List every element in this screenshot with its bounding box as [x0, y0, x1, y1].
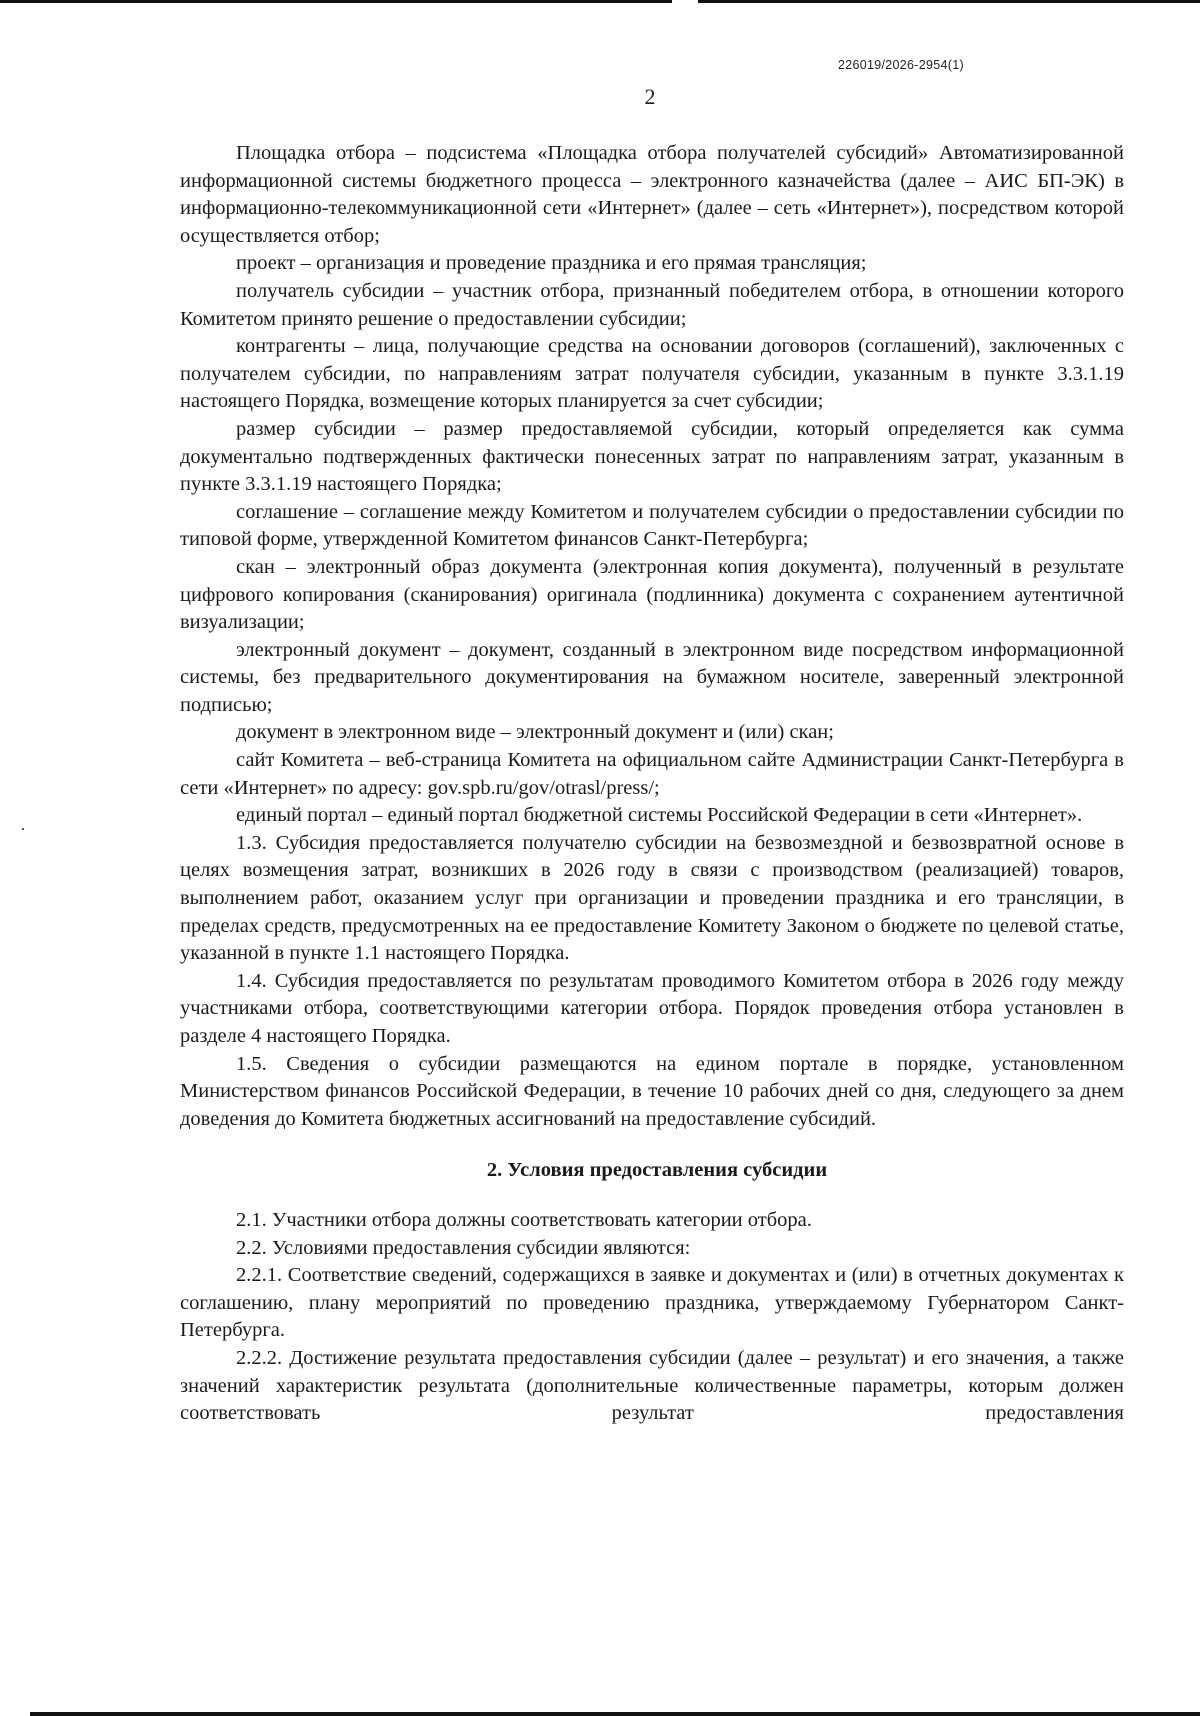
definition-paragraph: контрагенты – лица, получающие средства на основании договоров (соглашений), заключенных с получателем субсидии, по направлениям затрат получателя субсидии, указанным в пункте 3.3.1.19 настоящего Порядка, возмещение которых планируется за счет субсидии;: [180, 335, 1124, 413]
clause-paragraph: 2.1. Участники отбора должны соответствовать категории отбора.: [236, 1208, 812, 1231]
definition-paragraph: сайт Комитета – веб-страница Комитета на официальном сайте Администрации Санкт-Петербурга в сети «Интернет» по адресу: gov.spb.ru/gov/otrasl/press/;: [180, 749, 1124, 799]
scan-speck: [22, 828, 24, 830]
page-number: 2: [644, 84, 656, 109]
definition-paragraph: скан – электронный образ документа (электронная копия документа), полученный в результате цифрового копирования (сканирования) оригинала (подлинника) документа с сохранением аутентичной визуализации;: [180, 555, 1124, 634]
definition-paragraph: Площадка отбора – подсистема «Площадка отбора получателей субсидий» Автоматизированной информационной системы бюджетного процесса – электронного казначейства (далее – АИС БП-ЭК) в информационно-телекоммуникационной сети «Интернет» (далее – сеть «Интернет»), посредством которой осуществляется отбор;: [180, 142, 1124, 247]
definition-paragraph: соглашение – соглашение между Комитетом и получателем субсидии о предоставлении субсидии по типовой форме, утвержденной Комитетом финансов Санкт-Петербурга;: [180, 500, 1124, 551]
definition-paragraph: единый портал – единый портал бюджетной системы Российской Федерации в сети «Интернет».: [236, 804, 1083, 827]
definition-paragraph: документ в электронном виде – электронный документ и (или) скан;: [236, 721, 834, 744]
clause-paragraph: 1.4. Субсидия предоставляется по результатам проводимого Комитетом отбора в 2026 году между участниками отбора, соответствующими категории отбора. Порядок проведения отбора установлен в разделе 4 настоящего Порядка.: [180, 969, 1124, 1047]
scan-border-gap: [672, 0, 698, 4]
definition-paragraph: электронный документ – документ, созданный в электронном виде посредством информационной системы, без предварительного документирования на бумажном носителе, заверенный электронной подписью;: [180, 638, 1124, 716]
definition-paragraph: размер субсидии – размер предоставляемой субсидии, который определяется как сумма документально подтвержденных фактически понесенных затрат по направлениям затрат, указанным в пункте 3.3.1.19 настоящего Порядка;: [180, 417, 1124, 496]
clause-paragraph: 2.2.1. Соответствие сведений, содержащихся в заявке и документах и (или) в отчетных документах к соглашению, плану мероприятий по проведению праздника, утверждаемому Губернатором Санкт-Петербурга.: [180, 1264, 1124, 1342]
document-number: 226019/2026-2954(1): [838, 58, 964, 72]
section-title: 2. Условия предоставления субсидии: [486, 1159, 828, 1182]
scan-border-top: [0, 0, 1200, 3]
clause-paragraph: 2.2.2. Достижение результата предоставления субсидии (далее – результат) и его значения, а также значений характеристик результата (дополнительные количественные параметры, которым должен соответствовать результат предоставления: [180, 1346, 1124, 1425]
clause-paragraph: 2.2. Условиями предоставления субсидии являются:: [236, 1236, 691, 1259]
document-body: [180, 140, 1124, 1428]
scan-border-bottom: [30, 1712, 1200, 1716]
clause-paragraph: 1.5. Сведения о субсидии размещаются на едином портале в порядке, установленном Министерством финансов Российской Федерации, в течение 10 рабочих дней со дня, следующего за днем доведения до Комитета бюджетных ассигнований на предоставление субсидий.: [180, 1052, 1124, 1130]
definition-paragraph: получатель субсидии – участник отбора, признанный победителем отбора, в отношении которого Комитетом принято решение о предоставлении субсидии;: [180, 279, 1124, 330]
definition-paragraph: проект – организация и проведение праздника и его прямая трансляция;: [236, 252, 867, 275]
clause-paragraph: 1.3. Субсидия предоставляется получателю субсидии на безвозмездной и безвозвратной основе в целях возмещения затрат, возникших в 2026 году в связи с производством (реализацией) товаров, выполнением работ, оказанием услуг при организации и проведении праздника и его трансляции, в пределах средств, предусмотренных на ее предоставление Комитету Законом о бюджете по целевой статье, указанной в пункте 1.1 настоящего Порядка.: [180, 831, 1124, 965]
